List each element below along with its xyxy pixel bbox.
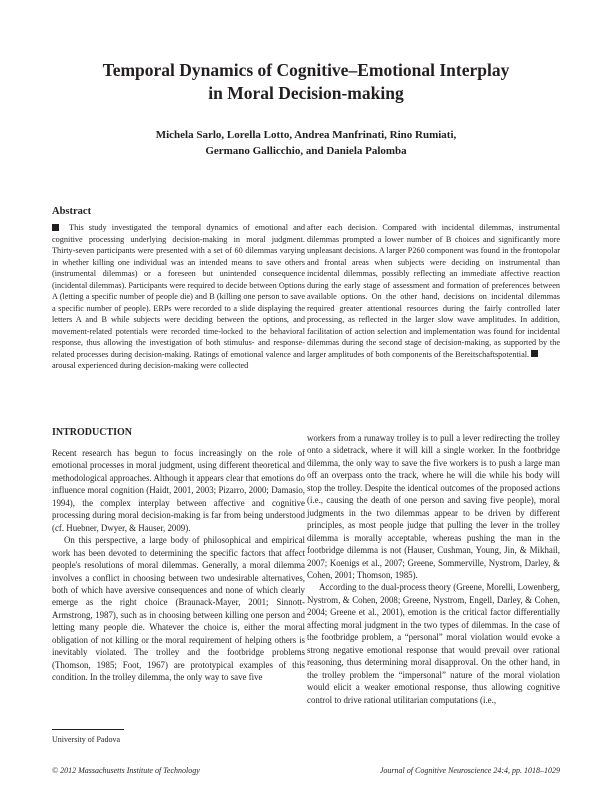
abstract-heading: Abstract — [52, 206, 92, 217]
title-line-2: in Moral Decision-making — [208, 83, 404, 103]
paper-title — [40, 59, 572, 105]
intro-paragraph-3: workers from a runaway trolley is to pull a lever redirecting the trolley onto a sidetrack, where it will kill a single worker. In the footbridge dilemma, the only way to save the five workers is to push a large man off an overpass onto the track, where he will die while his body will stop the trolley. Despite the identical outcomes of the proposed actions (i.e., causing the death of one person and saving five people), moral judgments in the two dilemmas appear to be driven by different principles, as most people judge that pulling the lever in the trolley dilemma is morally acceptable, whereas pushing the man in the footbridge dilemma is not (Hauser, Cushman, Young, Jin, & Mikhail, 2007; Koenigs et al., 2007; Greene, Sommerville, Nystrom, Darley, & Cohen, 2001; Thomson, 1985). — [307, 433, 560, 580]
intro-paragraph-2: On this perspective, a large body of philosophical and empirical work has been devoted to determining the specific factors that affect people's resolutions of moral dilemmas. Generally, a moral dilemma involves a conflict in choosing between two undesirable alternatives, both of which have aversive consequences and none of which clearly emerge as the right choice (Braunack-Mayer, 2001; Sinnott-Armstrong, 1987), such as in choosing between killing one person and letting many people die. Whatever the choice is, either the moral obligation of not killing or the moral requirement of helping others is inevitably violated. The trolley and the footbridge problems (Thomson, 1985; Foot, 1967) are prototypical examples of this condition. In the trolley dilemma, the only way to save five — [52, 535, 305, 683]
abstract-left-text: This study investigated the temporal dynamics of emotional and cognitive processing underlying decision-making in moral judgment. Thirty-seven participants were presented with a set of 60 dilemmas varying in whether killing one individual was an intended means to save others (instrumental dilemmas) or a foreseen but unintended consequence (incidental dilemmas). Participants were required to decide between Options A (letting a specific number of people die) and B (killing one person to save a specific number of people). ERPs were recorded to a slide displaying the letters A and B while subjects were deciding between the options, and movement-related potentials were recorded time-locked to the behavioral response, thus allowing the investigation of both stimulus- and response-related processes during decision-making. Ratings of emotional valence and arousal experienced during decision-making were collected — [52, 223, 305, 370]
title-line-1: Temporal Dynamics of Cognitive–Emotional Interplay — [102, 60, 510, 80]
copyright-footer: © 2012 Massachusetts Institute of Technology — [52, 766, 200, 775]
abstract-right-text: after each decision. Compared with incidental dilemmas, instrumental dilemmas prompted a lower number of B choices and significantly more unpleasant decisions. A larger P260 component was found in the frontopolar and frontal areas when subjects were deciding on instrumental than incidental dilemmas, possibly reflecting an immediate affective reaction during the early stage of assessment and formation of preferences between available options. On the other hand, decisions on incidental dilemmas required greater attentional resources during the fairly controlled later processing, as reflected in the larger slow wave amplitudes. In addition, facilitation of action selection and implementation was found for incidental dilemmas during the second stage of decision-making, as supported by the larger amplitudes of both components of the Bereitschaftspotential. — [307, 223, 560, 359]
authors-line-1: Michela Sarlo, Lorella Lotto, Andrea Manfrinati, Rino Rumiati, — [155, 129, 457, 141]
abstract-end-square-icon — [531, 350, 538, 357]
abstract-start-square-icon — [52, 224, 59, 231]
authors-line-2: Germano Gallicchio, and Daniela Palomba — [205, 145, 407, 157]
author-list — [40, 127, 572, 159]
footnote-divider — [52, 729, 124, 730]
body-right-column — [307, 432, 560, 706]
intro-paragraph-1: Recent research has begun to focus increasingly on the role of emotional processes in moral judgment, using different theoretical and methodological approaches. Although it appears clear that emotions do influence moral cognition (Haidt, 2001, 2003; Pizarro, 2000; Damasio, 1994), the complex interplay between affective and cognitive processing during moral decision-making is far from being understood (cf. Huebner, Dwyer, & Hauser, 2009). — [52, 448, 305, 533]
intro-paragraph-4: According to the dual-process theory (Greene, Morelli, Lowenberg, Nystrom, & Cohen, 2008; Greene, Nystrom, Engell, Darley, & Cohen, 2004; Greene et al., 2001), emotion is the critical factor differentially affecting moral judgment in the two types of dilemmas. In the case of the footbridge problem, a “personal” moral violation would evoke a strong negative emotional response that would prevail over rational reasoning, thus determining moral disapproval. On the other hand, in the trolley problem the “impersonal” nature of the moral violation would elicit a weaker emotional response, thus allowing cognitive control to drive rational utilitarian computations (i.e., — [307, 582, 560, 705]
affiliation-footnote: University of Padova — [52, 735, 120, 744]
abstract-right-column — [307, 222, 560, 360]
abstract-left-column — [52, 222, 305, 372]
body-left-column — [52, 447, 305, 684]
introduction-heading: INTRODUCTION — [52, 427, 133, 438]
journal-citation-footer: Journal of Cognitive Neuroscience 24:4, pp. 1018–1029 — [379, 766, 560, 775]
